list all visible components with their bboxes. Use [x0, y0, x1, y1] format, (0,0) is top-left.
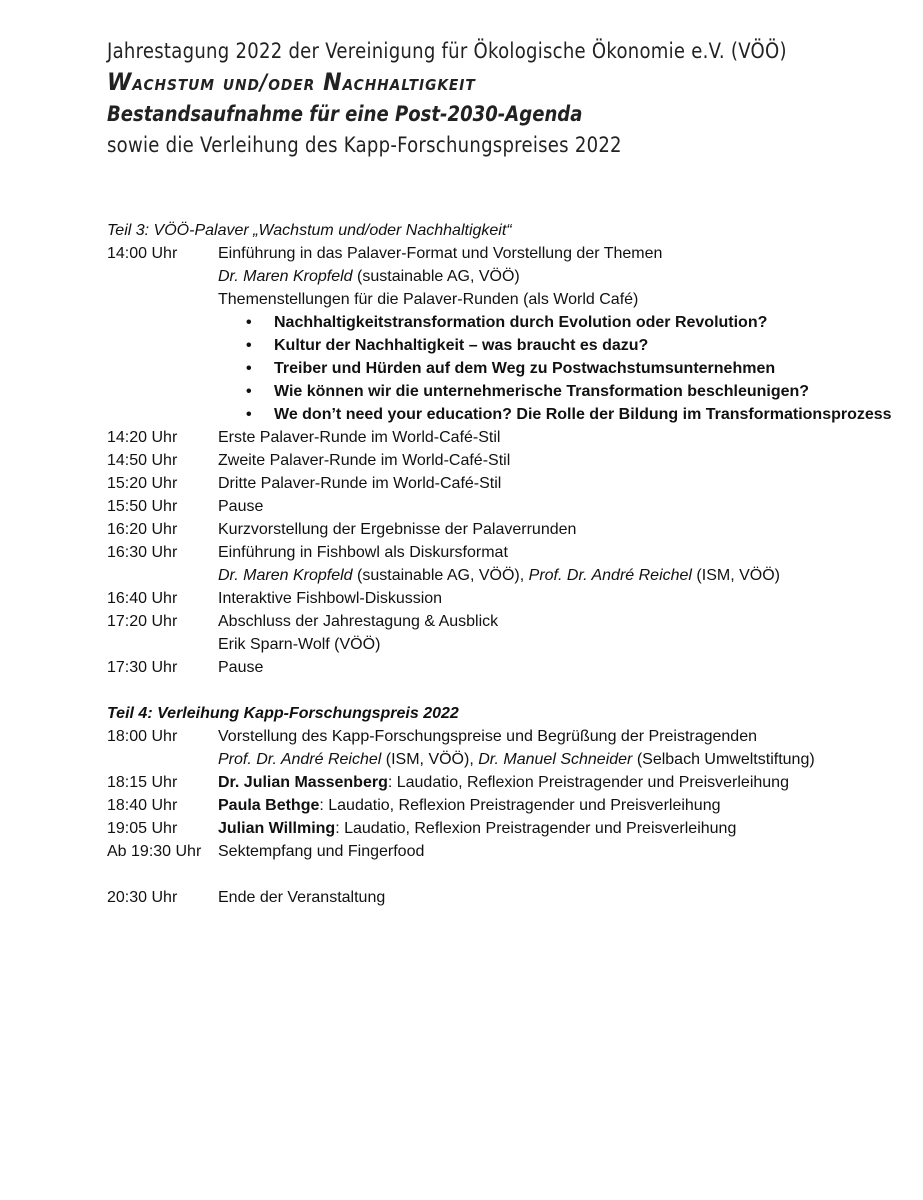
row-description [218, 817, 897, 840]
schedule-row [107, 886, 897, 909]
theme-item [218, 380, 897, 403]
speaker-name: Prof. Dr. André Reichel [528, 567, 692, 584]
schedule-row [107, 472, 897, 495]
row-description [218, 242, 897, 426]
row-text: : Laudatio, Reflexion Preistragender und Preisverleihung [319, 797, 721, 814]
schedule-row [107, 518, 897, 541]
laureate-name: Paula Bethge [218, 797, 320, 814]
schedule-row [107, 771, 897, 794]
schedule-row [107, 449, 897, 472]
speaker-line [218, 265, 897, 288]
row-text: Abschluss der Jahrestagung & Ausblick [218, 613, 499, 630]
row-time: 14:00 Uhr [107, 245, 178, 262]
bullet-icon: • [246, 383, 252, 400]
schedule-row [107, 242, 897, 426]
schedule-row [107, 840, 897, 863]
row-time: 18:15 Uhr [107, 774, 178, 791]
speaker-line: Erik Sparn-Wolf (VÖÖ) [218, 636, 381, 653]
program-schedule [107, 219, 897, 909]
row-description [218, 541, 897, 587]
row-time: 16:40 Uhr [107, 590, 178, 607]
row-time: 17:30 Uhr [107, 659, 178, 676]
row-time: 16:30 Uhr [107, 544, 178, 561]
conference-subtitle: Bestandsaufnahme für eine Post-2030-Agenda [107, 102, 583, 126]
section-teil-4-title: Teil 4: Verleihung Kapp-Forschungspreis 2022 [107, 705, 459, 722]
theme-text: Treiber und Hürden auf dem Weg zu Postwachstumsunternehmen [274, 360, 776, 377]
row-text: Sektempfang und Fingerfood [218, 843, 425, 860]
row-time: 20:30 Uhr [107, 889, 178, 906]
theme-text: Nachhaltigkeitstransformation durch Evolution oder Revolution? [274, 314, 768, 331]
bullet-icon: • [246, 360, 252, 377]
row-text: Zweite Palaver-Runde im World-Café-Stil [218, 452, 511, 469]
row-time: 17:20 Uhr [107, 613, 178, 630]
row-description [218, 771, 897, 794]
speaker-affiliation: (sustainable AG, VÖÖ), [352, 567, 529, 584]
row-time: 18:00 Uhr [107, 728, 178, 745]
spacer [107, 679, 897, 702]
theme-item [218, 311, 897, 334]
speaker-name: Prof. Dr. André Reichel [218, 751, 382, 768]
row-text: Einführung in das Palaver-Format und Vorstellung der Themen [218, 245, 663, 262]
theme-item [218, 334, 897, 357]
laureate-name: Dr. Julian Massenberg [218, 774, 388, 791]
row-text: : Laudatio, Reflexion Preistragender und Preisverleihung [387, 774, 789, 791]
row-time: 16:20 Uhr [107, 521, 178, 538]
speaker-name: Dr. Manuel Schneider [478, 751, 633, 768]
award-line: sowie die Verleihung des Kapp-Forschungspreises 2022 [107, 133, 622, 157]
row-time: Ab 19:30 Uhr [107, 843, 202, 860]
row-text: Ende der Veranstaltung [218, 889, 386, 906]
row-time: 15:20 Uhr [107, 475, 178, 492]
laureate-name: Julian Willming [218, 820, 336, 837]
row-text: Interaktive Fishbowl-Diskussion [218, 590, 443, 607]
schedule-row [107, 495, 897, 518]
row-text: Dritte Palaver-Runde im World-Café-Stil [218, 475, 502, 492]
row-time: 15:50 Uhr [107, 498, 178, 515]
title-initial-n: N [323, 68, 343, 96]
row-time: 19:05 Uhr [107, 820, 178, 837]
bullet-icon: • [246, 337, 252, 354]
theme-item [218, 403, 897, 426]
schedule-row [107, 541, 897, 587]
schedule-row [107, 610, 897, 656]
row-text: Erste Palaver-Runde im World-Café-Stil [218, 429, 501, 446]
theme-list [218, 311, 897, 426]
spacer [107, 863, 897, 886]
row-description [218, 610, 897, 656]
speaker-name: Dr. Maren Kropfeld [218, 268, 353, 285]
row-text: Vorstellung des Kapp-Forschungspreise und Begrüßung der Preistragenden [218, 728, 757, 745]
schedule-row [107, 587, 897, 610]
speaker-affiliation: (ISM, VÖÖ), [381, 751, 479, 768]
theme-text: Kultur der Nachhaltigkeit – was braucht es dazu? [274, 337, 649, 354]
conference-line: Jahrestagung 2022 der Vereinigung für Ökologische Ökonomie e.V. (VÖÖ) [107, 39, 787, 63]
row-time: 14:50 Uhr [107, 452, 178, 469]
conference-title [107, 67, 834, 99]
theme-text: Wie können wir die unternehmerische Transformation beschleunigen? [274, 383, 810, 400]
theme-item [218, 357, 897, 380]
row-time: 14:20 Uhr [107, 429, 178, 446]
schedule-row [107, 725, 897, 771]
speaker-line [218, 564, 897, 587]
row-text: Pause [218, 498, 264, 515]
speaker-affiliation: (ISM, VÖÖ) [691, 567, 780, 584]
row-text: Kurzvorstellung der Ergebnisse der Palaverrunden [218, 521, 577, 538]
row-description [218, 725, 897, 771]
schedule-row [107, 426, 897, 449]
bullet-icon: • [246, 314, 252, 331]
row-text: Pause [218, 659, 264, 676]
speaker-line [218, 748, 897, 771]
row-text: Einführung in Fishbowl als Diskursformat [218, 544, 508, 561]
row-time: 18:40 Uhr [107, 797, 178, 814]
theme-text: We don’t need your education? Die Rolle der Bildung im Transformationsprozess [274, 406, 892, 423]
title-part-2: achhaltigkeit [342, 71, 476, 96]
speaker-name: Dr. Maren Kropfeld [218, 567, 353, 584]
speaker-affiliation: (sustainable AG, VÖÖ) [352, 268, 520, 285]
section-teil-3-title: Teil 3: VÖÖ-Palaver „Wachstum und/oder Nachhaltigkeit“ [107, 222, 512, 239]
title-initial-w: W [107, 68, 133, 96]
schedule-row [107, 656, 897, 679]
row-description [218, 794, 897, 817]
row-text: : Laudatio, Reflexion Preistragender und Preisverleihung [335, 820, 737, 837]
document-header [107, 36, 897, 161]
title-part-1: achstum und/oder [132, 71, 324, 96]
schedule-row [107, 794, 897, 817]
schedule-row [107, 817, 897, 840]
speaker-affiliation: (Selbach Umweltstiftung) [632, 751, 815, 768]
themes-intro: Themenstellungen für die Palaver-Runden (als World Café) [218, 291, 639, 308]
bullet-icon: • [246, 406, 252, 423]
